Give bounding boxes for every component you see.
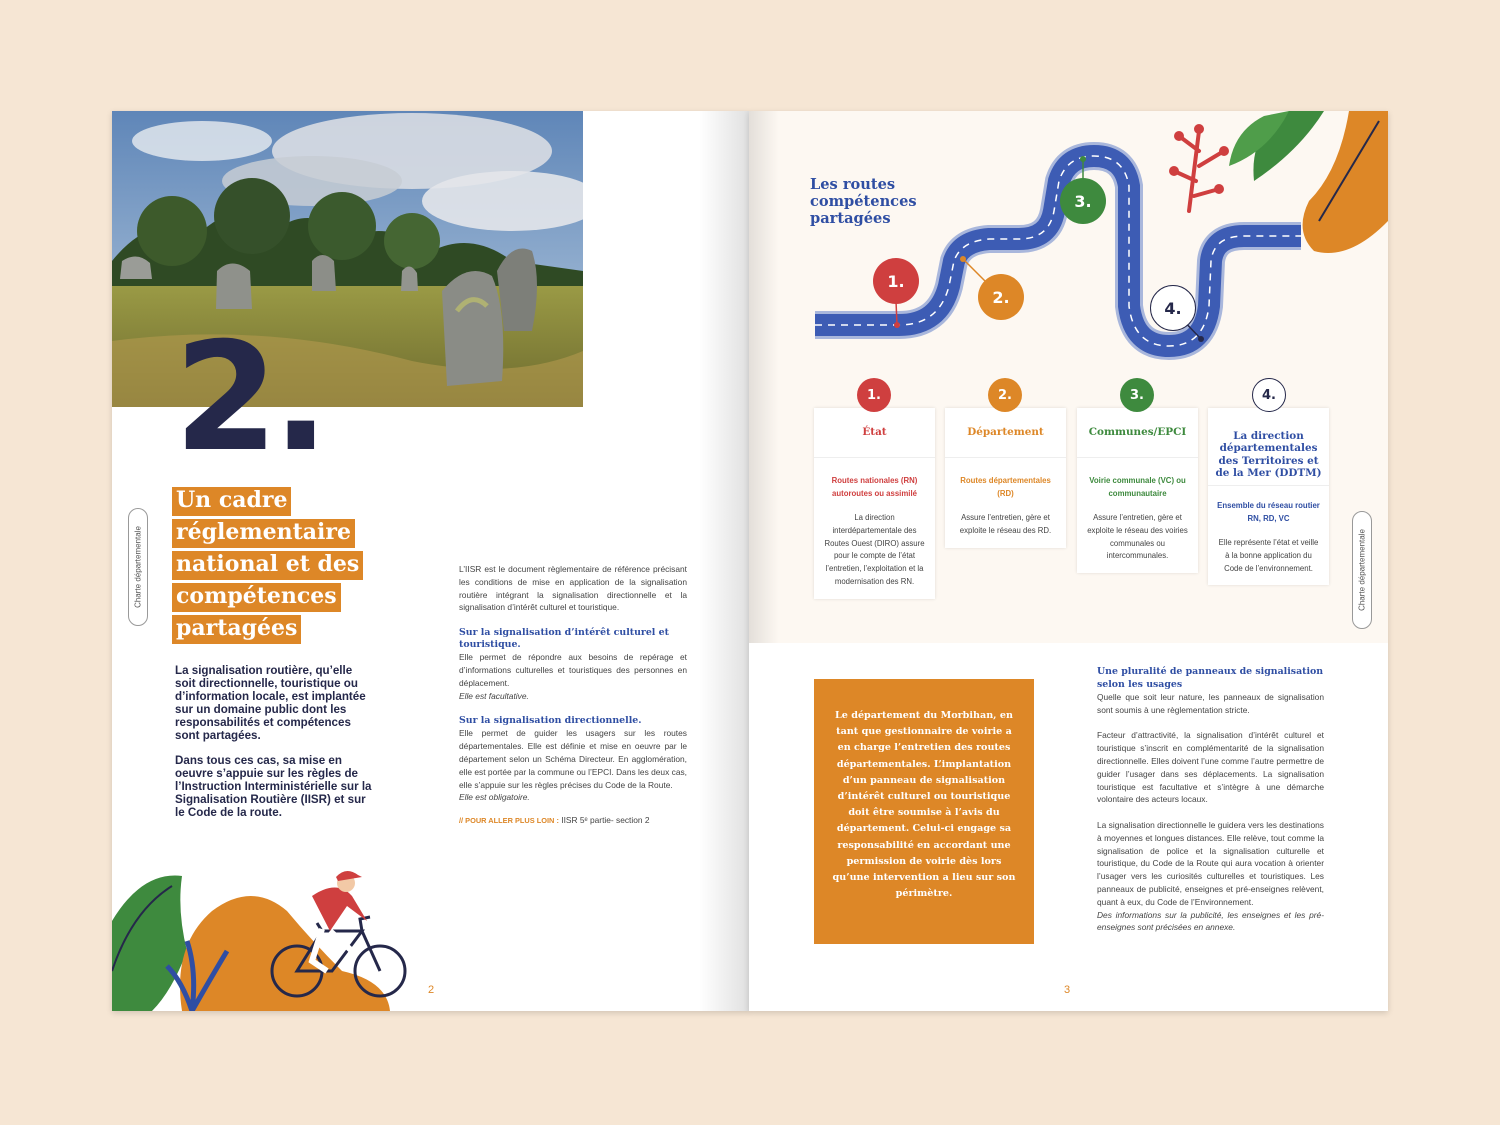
column-paragraph: La signalisation directionnelle le guidera vers les destinations à moyennes et longues distances. Elle relève, tout comme la signalisation de police et la signalisation culturelle et touristique, du Code de la Route qui aura vocation à orienter l’usager vers les curiosités culturelles et touristiques. Les panneaux de publicité, enseignes et pré-enseignes relèvent, quant à eux, du Code de l’Environnement. <box>1097 819 1324 907</box>
card-description: Elle représente l’état et veille à la bonne application du Code de l’environnement. <box>1218 538 1319 573</box>
card-number-3: 3. <box>1120 378 1154 412</box>
title-line: réglementaire <box>172 519 355 548</box>
chapter-number: 2. <box>174 311 324 485</box>
intro-paragraph: L’IISR est le document règlementaire de référence précisant les conditions de mise en application de la signalisation routière intégrant la signalisation directionnelle et la signalisation d’intérêt culturel et touristique. <box>459 564 687 613</box>
lead-paragraph: La signalisation routière, qu’elle soit directionnelle, touristique ou d’information locale, est implantée sur un domaine public dont les responsabilités et compétences sont partagées. <box>175 664 366 742</box>
lead-paragraph: Dans tous ces cas, sa mise en oeuvre s’appuie sur les règles de l’Instruction Interministérielle sur la Signalisation Routière (IISR) et sur le Code de la route. <box>175 754 372 819</box>
card-departement <box>945 408 1066 548</box>
road-marker-3: 3. <box>1060 178 1106 224</box>
further-reading-ref: IISR 5ᵉ partie- section 2 <box>561 815 650 826</box>
column-note: Des informations sur la publicité, les enseignes et les pré-enseignes sont précisées en annexe. <box>1097 909 1324 933</box>
right-page <box>749 111 1388 1011</box>
road-marker-4: 4. <box>1150 285 1196 331</box>
body-column <box>1097 666 1324 947</box>
card-number-1: 1. <box>857 378 891 412</box>
card-number-2: 2. <box>988 378 1022 412</box>
section-text: Elle permet de répondre aux besoins de repérage et d’informations culturelles et touristiques des personnes en déplacement. <box>459 652 687 688</box>
title-line: compétences <box>172 583 341 612</box>
further-reading-label: // POUR ALLER PLUS LOIN : <box>459 816 559 826</box>
title-line: national et des <box>172 551 363 580</box>
card-description: Assure l’entretien, gère et exploite le réseau des RD. <box>959 513 1052 535</box>
left-page <box>112 111 749 1011</box>
card-heading: Département <box>945 408 1066 458</box>
card-heading: La direction départementales des Territoires et de la Mer (DDTM) <box>1208 408 1329 486</box>
card-heading: Communes/EPCI <box>1077 408 1198 458</box>
road-marker-1: 1. <box>873 258 919 304</box>
card-description: La direction interdépartementale des Routes Ouest (DIRO) assure pour le compte de l’état l’entretien, l’exploitation et la modernisation des RN. <box>824 513 925 586</box>
lead-text <box>175 664 375 831</box>
side-tab: Charte départementale <box>128 508 148 626</box>
section-heading: Sur la signalisation d’intérêt culturel et touristique. <box>459 627 669 651</box>
card-subtitle: Routes départementales (RD) <box>960 476 1051 498</box>
page-number: 3 <box>1064 984 1071 996</box>
card-ddtm <box>1208 408 1329 585</box>
card-description: Assure l’entretien, gère et exploite le réseau des voiries communales ou intercommunales. <box>1087 513 1188 561</box>
page-number: 2 <box>428 984 435 996</box>
road-diagram <box>749 111 1388 391</box>
card-number-4: 4. <box>1252 378 1286 412</box>
side-tab: Charte départementale <box>1352 511 1372 629</box>
highlight-box: Le département du Morbihan, en tant que gestionnaire de voirie a en charge l’entretien des routes départementales. L’implantation d’un panneau de signalisation d’intérêt culturel ou touristique doit être soumise à l’avis du département. Celui-ci engage sa responsabilité en accordant une permission de voirie dès lors qu’une intervention a lieu sur son périmètre. <box>814 679 1034 944</box>
card-subtitle: Voirie communale (VC) ou communautaire <box>1089 476 1186 498</box>
section-text: Elle permet de guider les usagers sur les routes départementales. Elle est définie et mise en oeuvre par le département selon un Schéma Directeur. En agglomération, elle est portée par la commune ou l’EPCI. Dans les deux cas, elle s’appuie sur les règles précises du Code de la Route. <box>459 728 687 790</box>
title-line: partagées <box>172 615 301 644</box>
column-paragraph: Facteur d’attractivité, la signalisation d’intérêt culturel et touristique s’inscrit en complémentarité de la signalisation directionnelle. Elles doivent l’une comme l’autre permettre de guider l’usager dans ses déplacements. La signalisation touristique est facultative et s’intègre à une démarche volontaire des acteurs locaux. <box>1097 730 1324 805</box>
section-note: Elle est facultative. <box>459 690 529 701</box>
column-heading: Une pluralité de panneaux de signalisation selon les usages <box>1097 666 1324 690</box>
card-communes <box>1077 408 1198 573</box>
title-line: Un cadre <box>172 487 291 516</box>
card-subtitle: Routes nationales (RN) autoroutes ou assimilé <box>831 476 918 498</box>
card-subtitle: Ensemble du réseau routier RN, RD, VC <box>1217 501 1320 523</box>
column-paragraph: Quelle que soit leur nature, les panneaux de signalisation sont soumis à une règlementation stricte. <box>1097 692 1324 715</box>
body-column <box>459 563 687 828</box>
section-note: Elle est obligatoire. <box>459 792 530 803</box>
further-reading <box>459 814 687 828</box>
section-title: Les routes compétences partagées <box>810 176 917 227</box>
cyclist-illustration <box>112 851 412 1011</box>
card-heading: État <box>814 408 935 458</box>
card-etat <box>814 408 935 599</box>
section-heading: Sur la signalisation directionnelle. <box>459 715 642 727</box>
chapter-title <box>172 487 363 647</box>
road-marker-2: 2. <box>978 274 1024 320</box>
